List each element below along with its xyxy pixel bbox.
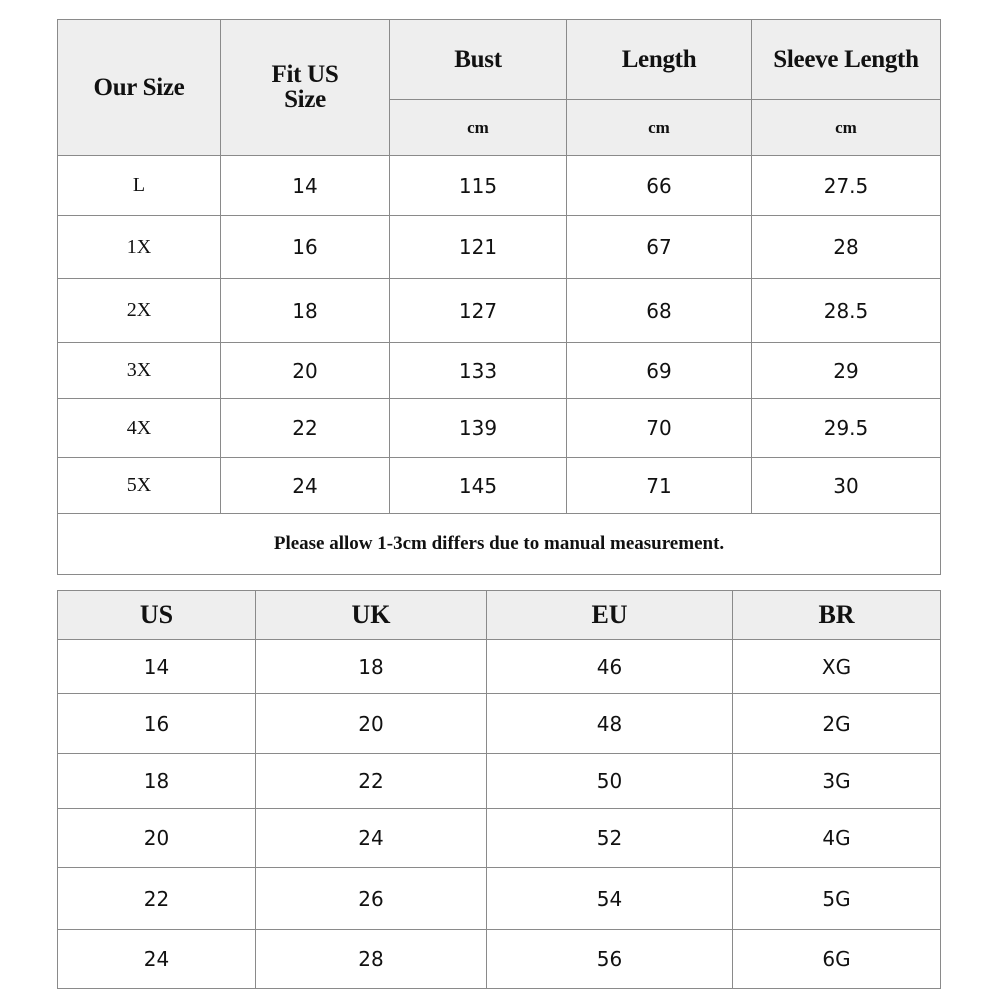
sleeve-cell: 27.5 xyxy=(752,156,941,216)
eu-cell: 52 xyxy=(487,809,733,868)
header-fit-us-size-label: Fit US Size xyxy=(271,60,339,113)
table-row xyxy=(58,399,941,458)
eu-cell: 56 xyxy=(487,930,733,989)
header-us: US xyxy=(58,591,256,640)
br-cell: 3G xyxy=(733,754,941,809)
our-size-cell: 1X xyxy=(58,216,221,279)
uk-cell: 22 xyxy=(256,754,487,809)
table-row xyxy=(58,640,941,694)
sleeve-cell: 29.5 xyxy=(752,399,941,458)
table-row xyxy=(58,216,941,279)
br-cell: 4G xyxy=(733,809,941,868)
table-row xyxy=(58,156,941,216)
fit-us-cell: 18 xyxy=(221,279,390,343)
header-sleeve-length: Sleeve Length xyxy=(752,20,941,100)
length-cell: 69 xyxy=(567,343,752,399)
uk-cell: 28 xyxy=(256,930,487,989)
sleeve-cell: 30 xyxy=(752,458,941,514)
length-cell: 66 xyxy=(567,156,752,216)
header-uk: UK xyxy=(256,591,487,640)
table-row xyxy=(58,930,941,989)
sleeve-cell: 28.5 xyxy=(752,279,941,343)
fit-us-cell: 22 xyxy=(221,399,390,458)
table-row xyxy=(58,754,941,809)
sleeve-cell: 29 xyxy=(752,343,941,399)
us-cell: 18 xyxy=(58,754,256,809)
sleeve-cell: 28 xyxy=(752,216,941,279)
eu-cell: 50 xyxy=(487,754,733,809)
our-size-cell: 3X xyxy=(58,343,221,399)
eu-cell: 54 xyxy=(487,868,733,930)
header-length: Length xyxy=(567,20,752,100)
our-size-cell: 2X xyxy=(58,279,221,343)
length-cell: 67 xyxy=(567,216,752,279)
header-eu: EU xyxy=(487,591,733,640)
header-bust: Bust xyxy=(390,20,567,100)
header-br: BR xyxy=(733,591,941,640)
eu-cell: 46 xyxy=(487,640,733,694)
br-cell: XG xyxy=(733,640,941,694)
our-size-cell: 4X xyxy=(58,399,221,458)
our-size-cell: 5X xyxy=(58,458,221,514)
uk-cell: 18 xyxy=(256,640,487,694)
fit-us-cell: 16 xyxy=(221,216,390,279)
size-conversion-table xyxy=(57,590,941,989)
length-cell: 71 xyxy=(567,458,752,514)
table-row xyxy=(58,343,941,399)
br-cell: 6G xyxy=(733,930,941,989)
bust-cell: 139 xyxy=(390,399,567,458)
table-row xyxy=(58,809,941,868)
unit-length: cm xyxy=(567,100,752,156)
fit-us-cell: 14 xyxy=(221,156,390,216)
us-cell: 22 xyxy=(58,868,256,930)
br-cell: 5G xyxy=(733,868,941,930)
table-row xyxy=(58,868,941,930)
uk-cell: 26 xyxy=(256,868,487,930)
us-cell: 16 xyxy=(58,694,256,754)
uk-cell: 20 xyxy=(256,694,487,754)
length-cell: 70 xyxy=(567,399,752,458)
us-cell: 20 xyxy=(58,809,256,868)
size-chart-table xyxy=(57,19,941,575)
unit-sleeve-length: cm xyxy=(752,100,941,156)
us-cell: 24 xyxy=(58,930,256,989)
measurement-note: Please allow 1-3cm differs due to manual measurement. xyxy=(58,514,941,575)
uk-cell: 24 xyxy=(256,809,487,868)
fit-us-cell: 24 xyxy=(221,458,390,514)
us-cell: 14 xyxy=(58,640,256,694)
length-cell: 68 xyxy=(567,279,752,343)
bust-cell: 121 xyxy=(390,216,567,279)
table-row xyxy=(58,458,941,514)
table-row xyxy=(58,694,941,754)
unit-bust: cm xyxy=(390,100,567,156)
eu-cell: 48 xyxy=(487,694,733,754)
bust-cell: 127 xyxy=(390,279,567,343)
fit-us-cell: 20 xyxy=(221,343,390,399)
our-size-cell: L xyxy=(58,156,221,216)
bust-cell: 115 xyxy=(390,156,567,216)
br-cell: 2G xyxy=(733,694,941,754)
header-fit-us-size xyxy=(221,20,390,156)
header-our-size: Our Size xyxy=(58,20,221,156)
bust-cell: 145 xyxy=(390,458,567,514)
table-row xyxy=(58,279,941,343)
bust-cell: 133 xyxy=(390,343,567,399)
